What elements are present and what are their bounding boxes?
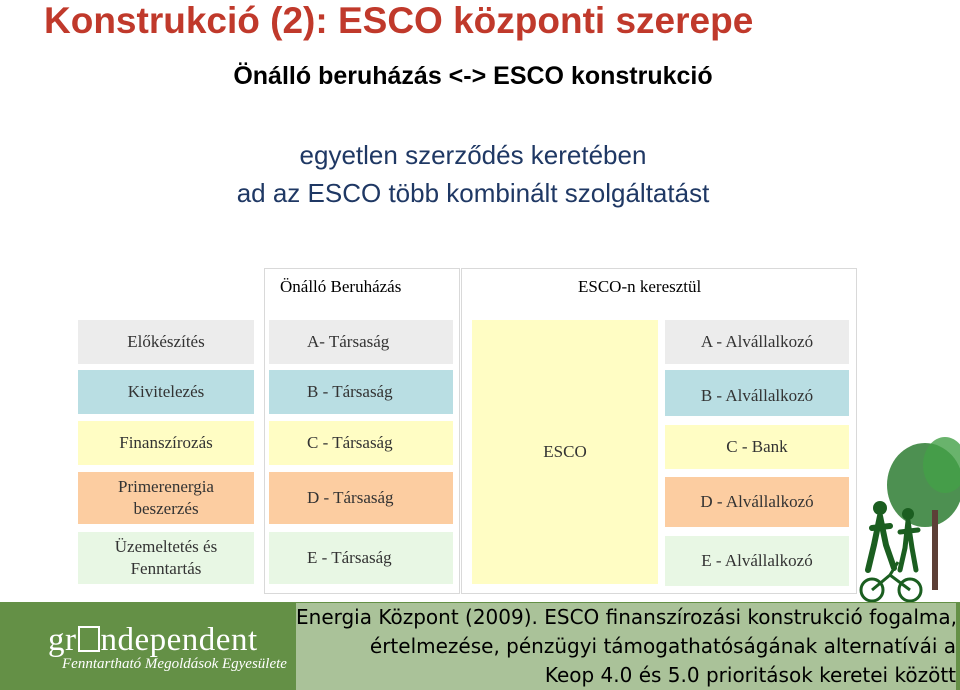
phase-construction: Kivitelezés (78, 370, 254, 414)
company-d: D - Társaság (269, 472, 453, 524)
subcontractor-a: A - Alvállalkozó (665, 320, 849, 364)
phase-operation: Üzemeltetés és Fenntartás (78, 532, 254, 584)
subcontractor-e: E - Alvállalkozó (665, 536, 849, 586)
company-b: B - Társaság (269, 370, 453, 414)
phase-preparation: Előkészítés (78, 320, 254, 364)
own-investment-header: Önálló Beruházás (280, 277, 402, 296)
phase-financing: Finanszírozás (78, 421, 254, 465)
logo-tagline: Fenntartható Megoldások Egyesülete (62, 656, 287, 672)
esco-central-box: ESCO (472, 320, 658, 584)
phase-primary-energy: Primerenergia beszerzés (78, 472, 254, 524)
reference-line-1: Energia Központ (2009). ESCO finanszírozási konstrukció fogalma, (296, 605, 957, 629)
reference-line-2: értelmezése, pénzügyi támogathatóságának alternatívái a (369, 634, 956, 658)
slide-title: Konstrukció (2): ESCO központi szerepe (44, 0, 754, 41)
subcontractor-b: B - Alvállalkozó (665, 370, 849, 416)
bank-c: C - Bank (665, 425, 849, 469)
subcontractor-d: D - Alvállalkozó (665, 477, 849, 527)
lead-line-1: egyetlen szerződés keretében (299, 140, 647, 170)
company-a: A- Társaság (269, 320, 453, 364)
company-e: E - Társaság (269, 532, 453, 584)
reference-line-3: Keop 4.0 és 5.0 prioritások keretei között (544, 663, 956, 687)
esco-header: ESCO-n keresztül (578, 277, 702, 296)
slide-subtitle: Önálló beruházás <-> ESCO konstrukció (233, 62, 713, 90)
source-reference (296, 603, 956, 690)
company-c: C - Társaság (269, 421, 453, 465)
lead-line-2: ad az ESCO több kombinált szolgáltatást (236, 178, 710, 208)
logo-square-icon (78, 626, 100, 652)
greendependent-logo: gr ndependent (48, 622, 258, 658)
people-tree-illustration (850, 430, 960, 605)
